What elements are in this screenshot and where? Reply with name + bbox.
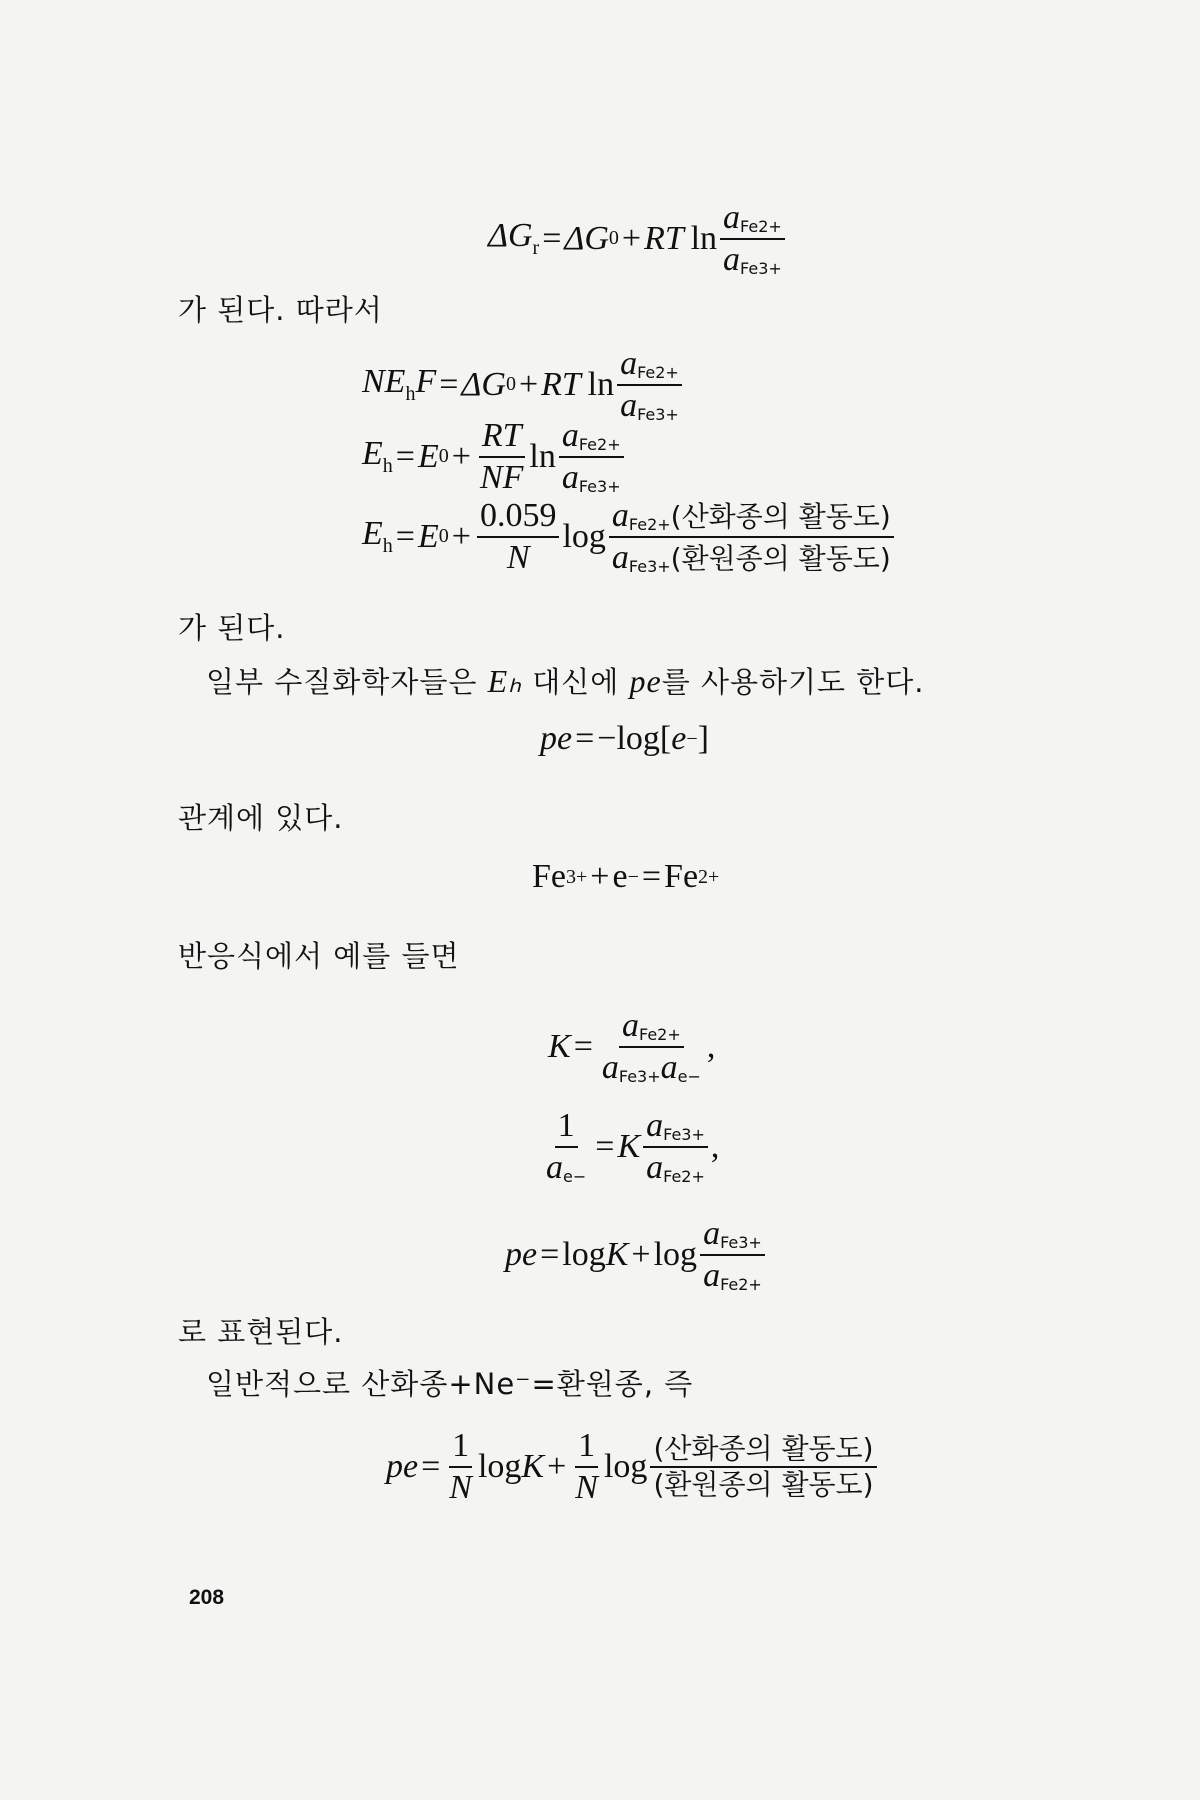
text-baneungsik: 반응식에서 예를 들면 — [178, 939, 460, 973]
oxidized-activity-label-2: (산화종의 활동도) — [650, 1434, 876, 1467]
equation-pe-logk: pe = log K + log $\frac{a_{Fe3+}}{a_{Fe2+}}$ — [505, 1216, 768, 1294]
equation-nehf: $NE_hF$ = ΔG 0 + RT ln $\frac{a_{Fe2+}}{a_{Fe3+}}$ — [362, 346, 685, 424]
equation-fe-reaction: Fe 3+ + e − = Fe 2+ — [532, 858, 720, 895]
text-gwangye: 관계에 있다. — [178, 801, 344, 835]
text-ga-doenda: 가 된다. — [178, 611, 286, 645]
text-daesine: 대신에 — [532, 665, 620, 699]
coef-0059: 0.059 — [477, 498, 560, 538]
reduced-activity-label-2: (환원종의 활동도) — [653, 1467, 874, 1501]
text-ga-doenda-ttaraseo: 가 된다. 따라서 — [178, 293, 383, 327]
text-ilbanjeok: 일반적으로 산화종+Ne⁻=환원종, 즉 — [206, 1367, 694, 1401]
oxidized-activity-label: (산화종의 활동도) — [670, 500, 891, 533]
equation-k: K = $\frac{a_{Fe2+}}{a_{Fe3+}a_{e-}}$ , — [548, 1007, 716, 1086]
text-reul-sayong: 를 사용하기도 한다. — [661, 665, 925, 699]
equation-delta-g: $\Delta G_r$ = ΔG 0 + RT ln $\frac{a_{Fe2+}}{a_{Fe3+}}$ — [488, 200, 788, 278]
equation-eh-log: $E_h$ = E 0 + $\frac{0.059}{N}$ log $\frac{a_{Fe2+}(산화종의 활동도)}{a_{Fe3+}(환원종의 활동도)}$ — [362, 498, 897, 576]
text-ro-pyohyeon: 로 표현된다. — [178, 1315, 344, 1349]
text-eh-symbol: Eₕ — [487, 663, 523, 699]
equation-inverse-electron: $\frac{1}{a_{e-}}$ = K $\frac{a_{Fe3+}}{a_{Fe2+}}$ , — [546, 1107, 720, 1186]
equation-pe-general: pe = $\frac{1}{N}$ log K + $\frac{1}{N}$ log $\frac{\text{(산화종의 활동도)}}{\text{(환원종의 활동도)}}$ — [386, 1428, 880, 1505]
text-ilbu: 일부 수질화학자들은 — [206, 665, 478, 699]
equation-eh-nernst: $E_h$ = E 0 + $\frac{RT}{NF}$ ln $\frac{a_{Fe2+}}{a_{Fe3+}}$ — [362, 418, 627, 496]
reduced-activity-label: (환원종의 활동도) — [670, 541, 891, 575]
text-ilbu-sujil — [206, 660, 925, 701]
text-pe-symbol: pe — [629, 663, 662, 699]
equation-pe-definition: pe = −log[ e − ] — [540, 720, 709, 757]
page-number: 208 — [189, 1586, 225, 1609]
